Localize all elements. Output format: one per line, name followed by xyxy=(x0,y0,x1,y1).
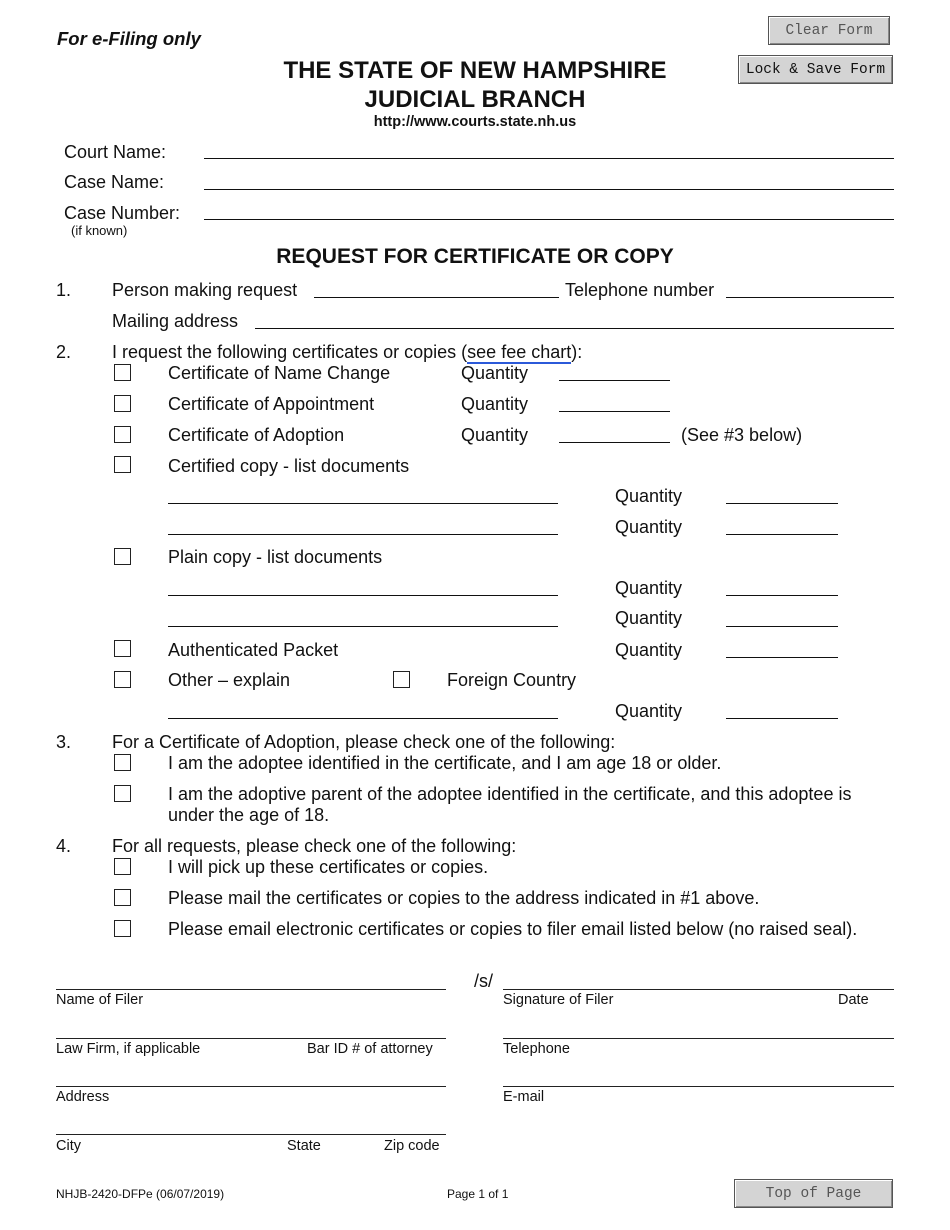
city-label: City xyxy=(56,1138,81,1154)
filer-telephone-label: Telephone xyxy=(503,1041,570,1057)
law-firm-label: Law Firm, if applicable xyxy=(56,1041,201,1057)
adoptive-parent-checkbox[interactable] xyxy=(114,785,131,802)
plain-quantity-field-2[interactable] xyxy=(726,626,838,627)
certified-quantity-field-1[interactable] xyxy=(726,503,838,504)
address-field[interactable] xyxy=(56,1086,446,1087)
branch-title: JUDICIAL BRANCH xyxy=(364,86,586,113)
mail-label: Please mail the certificates or copies to the address indicated in #1 above. xyxy=(168,888,760,908)
court-name-field[interactable] xyxy=(204,158,894,159)
name-change-label: Certificate of Name Change xyxy=(168,363,391,383)
adoption-label: Certificate of Adoption xyxy=(168,425,345,445)
intro-text-a: I request the following certificates or copies ( xyxy=(112,342,468,362)
quantity-label: Quantity xyxy=(615,578,683,598)
adoptive-parent-label-line1: I am the adoptive parent of the adoptee identified in the certificate, and this adoptee is xyxy=(168,784,852,804)
lock-save-form-button[interactable]: Lock & Save Form xyxy=(738,55,893,84)
certified-doc-field-2[interactable] xyxy=(168,534,558,535)
bar-id-label: Bar ID # of attorney xyxy=(307,1041,433,1057)
case-number-label: Case Number: xyxy=(64,203,181,223)
section-4-intro: For all requests, please check one of the following: xyxy=(112,836,517,856)
quantity-label: Quantity xyxy=(615,486,683,506)
quantity-label: Quantity xyxy=(461,425,529,445)
certified-copy-checkbox[interactable] xyxy=(114,456,131,473)
adoptive-parent-label-line2: under the age of 18. xyxy=(168,805,330,825)
person-making-request-field[interactable] xyxy=(314,297,559,298)
plain-copy-checkbox[interactable] xyxy=(114,548,131,565)
person-making-request-label: Person making request xyxy=(112,280,298,300)
court-url: http://www.courts.state.nh.us xyxy=(373,114,577,130)
city-state-zip-field[interactable] xyxy=(56,1134,446,1135)
mailing-address-label: Mailing address xyxy=(112,311,239,331)
section-2-intro xyxy=(112,342,582,362)
see-fee-chart-link[interactable]: see fee chart xyxy=(467,342,572,362)
authenticated-packet-label: Authenticated Packet xyxy=(168,640,339,660)
telephone-number-label: Telephone number xyxy=(565,280,715,300)
other-quantity-field[interactable] xyxy=(726,718,838,719)
quantity-label: Quantity xyxy=(461,394,529,414)
section-2-number: 2. xyxy=(56,342,72,362)
zip-code-label: Zip code xyxy=(384,1138,440,1154)
name-change-checkbox[interactable] xyxy=(114,364,131,381)
other-checkbox[interactable] xyxy=(114,671,131,688)
email-label: Please email electronic certificates or copies to filer email listed below (no raised seal). xyxy=(168,919,858,939)
signature-s-mark: /s/ xyxy=(474,971,494,991)
appointment-label: Certificate of Appointment xyxy=(168,394,375,414)
telephone-number-field[interactable] xyxy=(726,297,894,298)
section-3-intro: For a Certificate of Adoption, please check one of the following: xyxy=(112,732,616,752)
certified-copy-label: Certified copy - list documents xyxy=(168,456,410,476)
authenticated-packet-checkbox[interactable] xyxy=(114,640,131,657)
state-title: THE STATE OF NEW HAMPSHIRE xyxy=(283,57,667,84)
name-of-filer-field[interactable] xyxy=(56,989,446,990)
plain-copy-label: Plain copy - list documents xyxy=(168,547,383,567)
name-of-filer-label: Name of Filer xyxy=(56,992,144,1008)
section-1-number: 1. xyxy=(56,280,72,300)
if-known-note: (if known) xyxy=(71,223,128,238)
plain-doc-field-1[interactable] xyxy=(168,595,558,596)
clear-form-button[interactable]: Clear Form xyxy=(768,16,890,45)
quantity-label: Quantity xyxy=(615,640,683,660)
state-label: State xyxy=(287,1138,321,1154)
authenticated-quantity-field[interactable] xyxy=(726,657,838,658)
adoptee-label: I am the adoptee identified in the certificate, and I am age 18 or older. xyxy=(168,753,722,773)
quantity-label: Quantity xyxy=(615,701,683,721)
certified-doc-field-1[interactable] xyxy=(168,503,558,504)
pickup-label: I will pick up these certificates or copies. xyxy=(168,857,489,877)
signature-label: Signature of Filer xyxy=(503,992,614,1008)
court-name-label: Court Name: xyxy=(64,142,167,162)
quantity-label: Quantity xyxy=(461,363,529,383)
page-number: Page 1 of 1 xyxy=(447,1187,509,1201)
plain-doc-field-2[interactable] xyxy=(168,626,558,627)
plain-quantity-field-1[interactable] xyxy=(726,595,838,596)
section-3-number: 3. xyxy=(56,732,72,752)
signature-field[interactable] xyxy=(503,989,894,990)
date-label: Date xyxy=(838,992,869,1008)
filer-telephone-field[interactable] xyxy=(503,1038,894,1039)
quantity-label: Quantity xyxy=(615,608,683,628)
foreign-country-label: Foreign Country xyxy=(447,670,577,690)
filer-email-field[interactable] xyxy=(503,1086,894,1087)
name-change-quantity-field[interactable] xyxy=(559,380,670,381)
address-label: Address xyxy=(56,1089,110,1105)
email-checkbox[interactable] xyxy=(114,920,131,937)
adoption-quantity-field[interactable] xyxy=(559,442,670,443)
adoptee-checkbox[interactable] xyxy=(114,754,131,771)
case-name-field[interactable] xyxy=(204,189,894,190)
foreign-country-checkbox[interactable] xyxy=(393,671,410,688)
pickup-checkbox[interactable] xyxy=(114,858,131,875)
case-number-field[interactable] xyxy=(204,219,894,220)
see-3-note: (See #3 below) xyxy=(681,425,803,445)
filer-email-label: E-mail xyxy=(503,1089,545,1105)
appointment-checkbox[interactable] xyxy=(114,395,131,412)
quantity-label: Quantity xyxy=(615,517,683,537)
mail-checkbox[interactable] xyxy=(114,889,131,906)
other-explain-field[interactable] xyxy=(168,718,558,719)
appointment-quantity-field[interactable] xyxy=(559,411,670,412)
adoption-checkbox[interactable] xyxy=(114,426,131,443)
form-id: NHJB-2420-DFPe (06/07/2019) xyxy=(56,1187,225,1201)
law-firm-field[interactable] xyxy=(56,1038,446,1039)
top-of-page-button[interactable]: Top of Page xyxy=(734,1179,893,1208)
form-title: REQUEST FOR CERTIFICATE OR COPY xyxy=(276,245,674,268)
certified-quantity-field-2[interactable] xyxy=(726,534,838,535)
efiling-label: For e-Filing only xyxy=(57,28,201,49)
intro-text-b: ): xyxy=(571,342,583,362)
mailing-address-field[interactable] xyxy=(255,328,894,329)
other-label: Other – explain xyxy=(168,670,291,690)
case-name-label: Case Name: xyxy=(64,172,165,192)
section-4-number: 4. xyxy=(56,836,72,856)
